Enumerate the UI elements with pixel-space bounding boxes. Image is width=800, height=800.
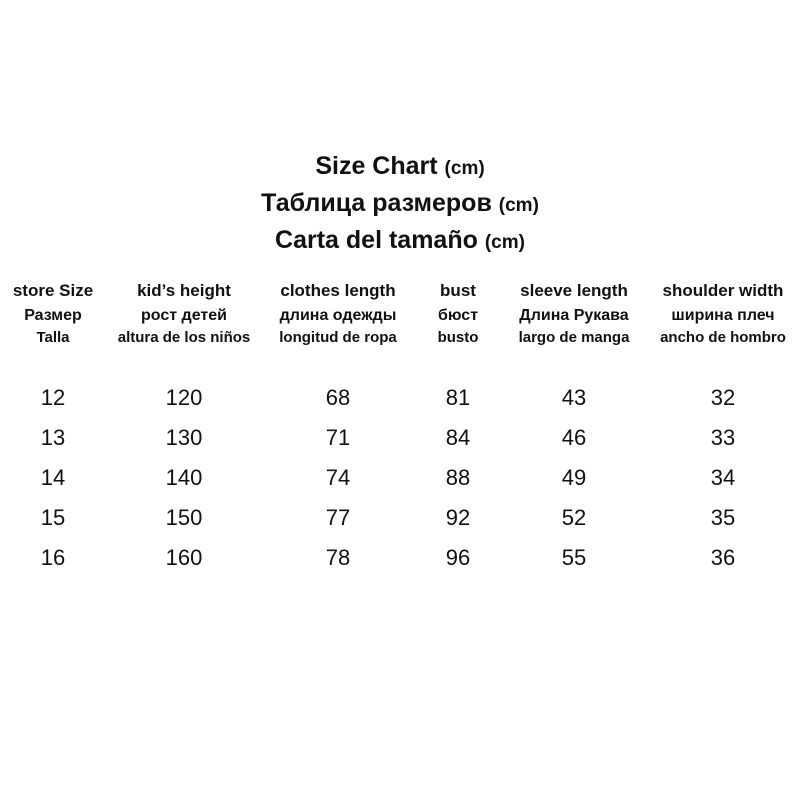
table-cell: 130 <box>165 425 203 450</box>
column-header-ru: рост детей <box>141 307 227 324</box>
table-cell: 92 <box>445 505 471 530</box>
table-cell: 96 <box>445 545 471 570</box>
column-header-ru: бюст <box>437 307 479 324</box>
column-header-ru: длина одежды <box>279 307 397 324</box>
column-values <box>420 378 496 578</box>
table-cell: 74 <box>325 465 351 490</box>
column-header-es: Talla <box>36 329 70 346</box>
table-cell: 150 <box>165 505 203 530</box>
table-cell: 34 <box>710 465 736 490</box>
column-clothes-length <box>266 280 410 578</box>
column-header-es: busto <box>437 329 479 346</box>
column-header-es: ancho de hombro <box>660 329 786 346</box>
title-text: Таблица размеров <box>261 189 492 217</box>
table-cell: 71 <box>325 425 351 450</box>
title-spanish <box>0 222 800 259</box>
table-cell: 81 <box>445 385 471 410</box>
table-cell: 14 <box>40 465 66 490</box>
column-shoulder-width <box>650 280 796 578</box>
title-russian <box>0 185 800 222</box>
table-cell: 13 <box>40 425 66 450</box>
column-header-ru: Размер <box>24 307 82 324</box>
column-header-en: clothes length <box>280 281 396 300</box>
table-cell: 43 <box>561 385 587 410</box>
table-cell: 52 <box>561 505 587 530</box>
column-header-en: bust <box>440 281 476 300</box>
table-cell: 88 <box>445 465 471 490</box>
table-cell: 32 <box>710 385 736 410</box>
column-kids-height <box>108 280 260 578</box>
column-header-en: sleeve length <box>520 281 628 300</box>
table-cell: 77 <box>325 505 351 530</box>
column-header-es: altura de los niños <box>117 329 251 346</box>
title-unit: (cm) <box>484 232 525 253</box>
column-header-ru: ширина плеч <box>671 307 775 324</box>
column-header-en: kid’s height <box>137 281 231 300</box>
column-store-size <box>4 280 102 578</box>
title-english <box>0 148 800 185</box>
title-text: Size Chart <box>315 152 438 180</box>
table-cell: 15 <box>40 505 66 530</box>
table-cell: 12 <box>40 385 66 410</box>
title-unit: (cm) <box>498 195 539 216</box>
title-unit: (cm) <box>444 158 485 179</box>
table-cell: 46 <box>561 425 587 450</box>
column-values <box>266 378 410 578</box>
table-cell: 84 <box>445 425 471 450</box>
column-header-es: longitud de ropa <box>279 329 397 346</box>
table-cell: 36 <box>710 545 736 570</box>
table-cell: 16 <box>40 545 66 570</box>
table-cell: 49 <box>561 465 587 490</box>
column-values <box>504 378 644 578</box>
table-cell: 140 <box>165 465 203 490</box>
column-bust <box>420 280 496 578</box>
column-values <box>108 378 260 578</box>
chart-title-block <box>0 148 800 259</box>
table-cell: 120 <box>165 385 203 410</box>
title-text: Carta del tamaño <box>275 226 478 254</box>
column-header-ru: Длина Рукава <box>519 307 629 324</box>
column-header-en: shoulder width <box>662 281 784 300</box>
column-values <box>650 378 796 578</box>
column-values <box>4 378 102 578</box>
table-cell: 35 <box>710 505 736 530</box>
table-cell: 160 <box>165 545 203 570</box>
table-cell: 78 <box>325 545 351 570</box>
column-header-es: largo de manga <box>518 329 630 346</box>
column-header-en: store Size <box>12 281 94 300</box>
column-sleeve-length <box>504 280 644 578</box>
table-cell: 55 <box>561 545 587 570</box>
table-cell: 33 <box>710 425 736 450</box>
table-cell: 68 <box>325 385 351 410</box>
